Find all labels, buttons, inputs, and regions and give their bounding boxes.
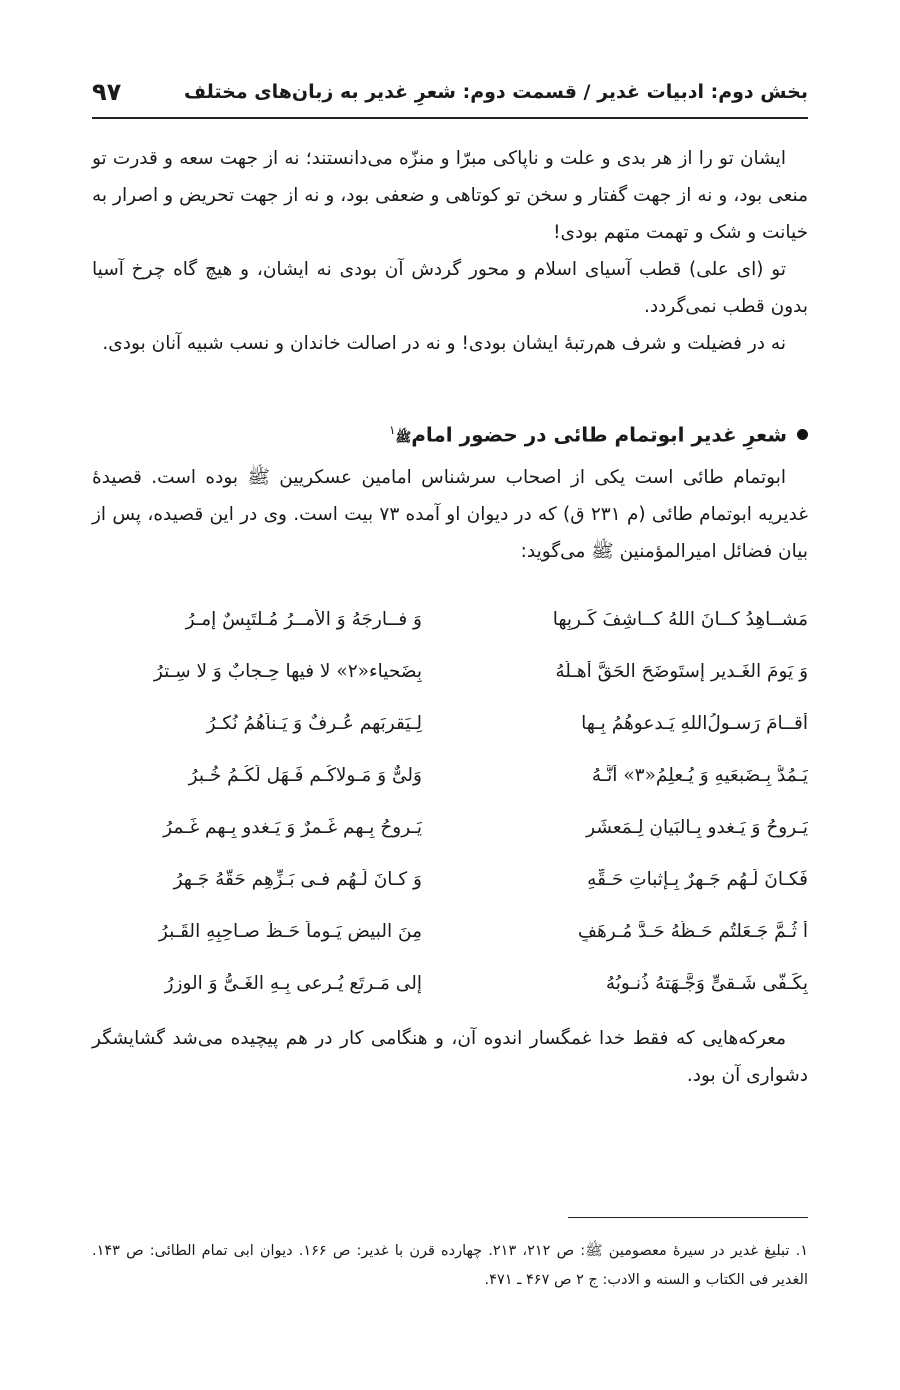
header-rule bbox=[92, 117, 808, 119]
verse bbox=[92, 698, 808, 750]
verse bbox=[92, 646, 808, 698]
hemistich-second: وَ فــارِجَهُ وَ الأمــرُ مُـلتَبِسٌ إمـرُ bbox=[185, 609, 422, 631]
honorific-glyph: ﷺ bbox=[395, 430, 412, 446]
section-heading-title: شعرِ غدیر ابوتمام طائی در حضور امام bbox=[411, 422, 787, 447]
hemistich-second: بِضَحیاء«۲» لا فیها حِـجابٌ وَ لا سِـترُ bbox=[153, 661, 422, 683]
section-heading bbox=[92, 410, 808, 459]
running-head bbox=[92, 72, 808, 112]
hemistich-first: مَشــاهِدُ کــانَ اللهُ کــاشِفَ کَـربِها bbox=[552, 609, 808, 631]
verse bbox=[92, 750, 808, 802]
hemistich-second: لِـیَقرِبَهم عُـرفٌ وَ یَـناَهُمُ نُکـرُ bbox=[206, 713, 422, 735]
hemistich-second: وَ کـانَ لَـهُم فـی بَـزِّهِم حَقُّهُ جَـهرُ bbox=[173, 869, 422, 891]
section-heading-text bbox=[389, 410, 787, 459]
footnote-rule bbox=[568, 1217, 808, 1218]
hemistich-first: فَکـانَ لَـهُم جَـهرٌ بِـإثباتِ حَـقِّهِ bbox=[587, 869, 808, 891]
verse bbox=[92, 906, 808, 958]
paragraph: تو (ای علی) قطب آسیای اسلام و محور گردش آن بودی نه ایشان، و هیچ گاه چرخ آسیا بدون قطب نمی‌گردد. bbox=[92, 259, 808, 317]
paragraph: معرکه‌هایی که فقط خدا غمگسار اندوه آن، و هنگامی کار در هم پیچیده می‌شد گشایشگر دشواری آن بود. bbox=[92, 1027, 808, 1086]
hemistich-second: مِنَ البیضِ یَـوماً حَـظُّ صـاحِبِهِ القَـبرُ bbox=[158, 921, 422, 943]
hemistich-second: یَـروحُ بِـهِم غَـمرٌ وَ یَـغدو بِـهِم غَـمرُ bbox=[163, 817, 422, 839]
verse bbox=[92, 802, 808, 854]
running-title: بخش دوم: ادبیات غدیر / قسمت دوم: شعرِ غدیر به زبان‌های مختلف bbox=[183, 81, 808, 103]
hemistich-first: أ ثُـمَّ جَـعَلتُم حَـظَّهُ حَـدَّ مُـرهَفٍ bbox=[577, 921, 808, 943]
hemistich-second: إلی مَـرتَعٍ یُـرعی بِـهِ الغَـیُّ وَ الوِزرُ bbox=[164, 973, 422, 995]
paragraph: نه در فضیلت و شرف هم‌رتبهٔ ایشان بودی! و نه در اصالت خاندان و نسب شبیه آنان بودی. bbox=[102, 333, 786, 354]
verse bbox=[92, 854, 808, 906]
verse bbox=[92, 594, 808, 646]
paragraph: ابوتمام طائی است یکی از اصحاب سرشناس امامین عسکریین ﷺ بوده است. قصیدهٔ غدیریه ابوتمام طائی (م ۲۳۱ ق) که در دیوان او آمده ۷۳ بیت است. وی در این قصیده، پس از بیان فضائل امیرالمؤمنین ﷺ می‌گوید: bbox=[92, 466, 808, 562]
book-page bbox=[92, 0, 808, 1390]
body-text bbox=[92, 140, 808, 1094]
page-number: ۹۷ bbox=[92, 78, 122, 106]
hemistich-first: یَـمُدُّ بِـضَبعَیهِ وَ یُـعلِمُ«۳» أنَّـهُ bbox=[591, 765, 808, 787]
paragraph: ایشان تو را از هر بدی و علت و ناپاکی مبرّا و منزّه می‌دانستند؛ نه از جهت سعه و قدرت تو منعی بود، و نه از جهت گفتار و سخن تو کوتاهی و ضعفی بود، و نه از جهت تحریض و اصرار به خیانت و شک و تهمت متهم بودی! bbox=[92, 148, 808, 243]
poem bbox=[92, 594, 808, 1010]
bullet-icon bbox=[797, 429, 808, 440]
footnote-marker: ۱ bbox=[389, 423, 396, 437]
hemistich-second: وَلیٌّ وَ مَـولاکُـم فَـهَل لَکُـمُ خُـبرُ bbox=[188, 765, 422, 787]
verse bbox=[92, 958, 808, 1010]
hemistich-first: بِکَـفَّی شَـقیٍّ وَجَّـهَتهُ ذُنـوبُهُ bbox=[605, 973, 808, 995]
footnotes bbox=[92, 1237, 808, 1295]
hemistich-first: وَ یَومَ الغَـدیرِ إستَوضَحَ الحَقَّ أهـلُهُ bbox=[555, 661, 808, 683]
hemistich-first: أقــامَ رَسـولُ‌اللهِ یَـدعوهُمُ بِـها bbox=[581, 713, 808, 735]
footnote: ۱. تبلیغ غدیر در سیرهٔ معصومین ﷺ: ص ۲۱۲، ۲۱۳. چهارده قرن با غدیر: ص ۱۶۶. دیوان ابی تمام الطائی: ص ۱۴۳. الغدیر فی الکتاب و السنه و الادب: ج ۲ ص ۴۶۷ ـ ۴۷۱. bbox=[92, 1243, 808, 1288]
hemistich-first: یَـروحُ وَ یَـغدو بِـالبَیانِ لِـمَعشَرٍ bbox=[586, 817, 808, 839]
